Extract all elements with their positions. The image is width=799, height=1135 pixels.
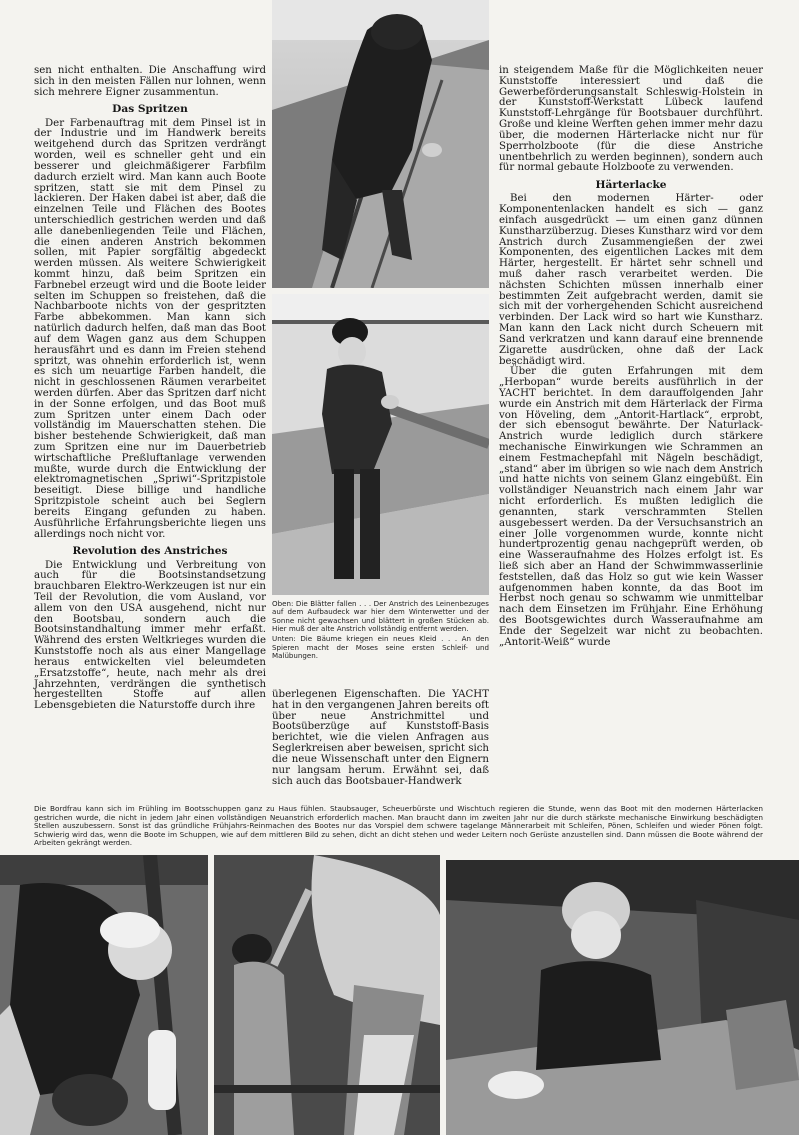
text-column-right xyxy=(499,66,763,648)
paragraph: in steigendem Maße für die Möglichkeiten neuer Kunststoffe interessiert und daß die Gewerbeförderungsanstalt Schleswig-Holstein in der Kunststoff-Werkstatt Lübeck laufend Kunststoff-Lehrgänge für Bootsbauer durchführt. Große und kleine Werften gehen immer mehr dazu über, die modernen Härterlacke nicht nur für Sperrholzboote (für die diese Anstriche unentbehrlich zu werden beginnen), sondern auch für normal gebaute Holzboote zu verwenden. xyxy=(499,65,763,174)
photo-woman-under-hull xyxy=(214,855,440,1135)
paragraph: Die Entwicklung und Verbreitung von auch für die Bootsinstandsetzung brauchbaren Elektro-Werkzeugen ist nur ein Teil der Revolution, die vom Ausland, vor allem von den USA ausgehend, nicht nur den Bootsbau, sondern auch die Bootsinstandhaltung immer mehr erfaßt. Während des ersten Weltkrieges wurden die Kunststoffe noch als aus einer Mangellage heraus entwickelten viel beleumdeten „Ersatzstoffe“, heute, nach mehr als drei Jahrzehnten, verdrängen die synthetisch hergestellten Stoffe auf allen Lebensgebieten die Naturstoffe durch ihre xyxy=(34,559,266,712)
paragraph: Bei den modernen Härter- oder Komponentenlacken handelt es sich — ganz einfach ausgedrückt — um einen ganz dünnen Kunstharzüberzug. Dieses Kunstharz wird vor dem Anstrich durch Zusammengießen der zwei Komponenten, des eigentlichen Lackes mit dem Härter, hergestellt. Er härtet sehr schnell und muß daher rasch verarbeitet werden. Die nächsten Schichten müssen innerhalb einer bestimmten Zeit aufgebracht werden, damit sie sich mit der vorhergehenden Schicht ausreichend verbinden. Der Lack wird so hart wie Kunstharz. Man kann den Lack nicht durch Scheuern mit Sand verkratzen und kann darauf eine brennende Zigarette ausdrücken, ohne daß der Lack beschädigt wird. xyxy=(499,193,763,367)
paragraph: Der Farbenauftrag mit dem Pinsel ist in der Industrie und im Handwerk bereits weitgehend durch das Spritzen verdrängt worden, weil es schneller geht und ein besserer und gleichmäßigerer Farbfilm dadurch erzielt wird. Man kann auch Boote spritzen, statt sie mit dem Pinsel zu lackieren. Der Haken dabei ist aber, daß die einzelnen Teile und Flächen des Bootes unterschiedlich gestrichen werden und daß alle danebenliegenden Teile und Flächen, die einen anderen Anstrich bekommen sollen, mit Papier sorgfältig abgedeckt werden müssen. Als weitere Schwierigkeit kommt hinzu, daß beim Spritzen ein Farbnebel erzeugt wird und die Boote leider selten im Schuppen so freistehen, daß die Nachbarboote nichts von der gespritzten Farbe abbekommen. Man kann sich natürlich dadurch helfen, daß man das Boot auf dem Wagen ganz aus dem Schuppen herausfährt und es dann im Freien stehend spritzt, was ohnehin erforderlich ist, wenn es sich um neuartige Farben handelt, die nicht in geschlossenen Räumen verarbeitet werden dürfen. Aber das Spritzen darf nicht in der Sonne erfolgen, und das Boot muß zum Spritzen unter einem Dach oder vollständig im Mauerschatten stehen. Die bisher bestehende Schwierigkeit, daß man zum Spritzen eine nur im Dauerbetrieb wirtschaftliche Preßluftanlage verwenden mußte, wurde durch die Entwicklung der elektromagnetischen „Spriwi“-Spritzpistole beseitigt. Diese billige und handliche Spritzpistole scheint auch bei Seglern bereits Eingang gefunden zu haben. Ausführliche Erfahrungsberichte liegen uns allerdings noch nicht vor. xyxy=(34,117,266,540)
caption-bottom-photos xyxy=(34,805,763,850)
photo-woman-cleaning-cockpit xyxy=(446,860,799,1135)
caption-top-photos xyxy=(272,600,489,663)
caption-bottom-text: Die Bordfrau kann sich im Frühling im Bootsschuppen ganz zu Haus fühlen. Staubsauger, Scheuerbürste und Wischtuch regieren die Stunde, wenn das Boot mit den modernen Härterlacken gestrichen wurde, die nicht in jedem Jahr einen vollständigen Neuanstrich erforderlich machen. Man braucht dann im zweiten Jahr nur die durch stärkste mechanische Einwirkung beschädigten Stellen auszubessern. Sonst ist das gründliche Frühjahrs-Reinmachen des Bootes nur das Vorspiel dem schwere tagelange Männerarbeit mit Schleifen, Pönen, Schleifen und wieder Pönen folgt. Schwierig wird das, wenn die Boote im Schuppen, wie auf dem mittleren Bild zu sehen, dicht an dicht stehen und weder Leitern noch Gerüste anzustellen sind. Dann müssen die Boote während der Arbeiten gekrängt werden. xyxy=(34,804,763,848)
photo-man-scraping-boat xyxy=(272,0,489,288)
photo-boy-sanding-spar-image xyxy=(272,294,489,595)
caption-unten: Unten: Die Bäume kriegen ein neues Kleid . . . An den Spieren macht der Moses seine ersten Schleif- und Malübungen. xyxy=(272,634,489,661)
photo-woman-vacuuming-image xyxy=(0,855,208,1135)
photo-woman-vacuuming xyxy=(0,855,208,1135)
section-heading-spritzen: Das Spritzen xyxy=(112,103,188,116)
paragraph: überlegenen Eigenschaften. Die YACHT hat in den vergangenen Jahren bereits oft über neue Anstrichmittel und Bootsüberzüge auf Kunststoff-Basis berichtet, wie die vielen Anfragen aus Seglerkreisen aber beweisen, spricht sich die neue Wissenschaft unter den Eignern nur langsam herum. Erwähnt sei, daß sich auch das Bootsbauer-Handwerk xyxy=(272,689,489,787)
photo-woman-cleaning-cockpit-image xyxy=(446,860,799,1135)
section-heading-haerterlacke: Härterlacke xyxy=(595,179,667,192)
photo-man-scraping-boat-image xyxy=(272,0,489,288)
paragraph: sen nicht enthalten. Die Anschaffung wird sich in den meisten Fällen nur lohnen, wenn sich mehrere Eigner zusammentun. xyxy=(34,65,266,98)
section-heading-revolution: Revolution des Anstriches xyxy=(72,545,228,558)
text-column-middle xyxy=(272,690,489,787)
photo-boy-sanding-spar xyxy=(272,294,489,595)
caption-oben: Oben: Die Blätter fallen . . . Der Anstrich des Leinenbezuges auf dem Aufbaudeck war hier dem Winterwetter und der Sonne nicht gewachsen und blättert in großen Stücken ab. Hier muß der alte Anstrich vollständig entfernt werden. xyxy=(272,599,489,634)
photo-woman-under-hull-image xyxy=(214,855,440,1135)
paragraph: Über die guten Erfahrungen mit dem „Herbopan“ wurde bereits ausführlich in der YACHT berichtet. In dem darauffolgenden Jahr wurde ein Anstrich mit dem Härterlack der Firma von Höveling, dem „Antorit-Hartlack“, erprobt, der sich ebensogut bewährte. Der Naturlack-Anstrich wurde lediglich durch stärkere mechanische Einwirkungen wie Schrammen an einem Festmachepfahl mit Nägeln beschädigt, „stand“ aber im übrigen so wie nach dem Anstrich und hatte nichts von seinem Glanz eingebüßt. Ein vollständiger Neuanstrich nach einem Jahr war nicht erforderlich. Es mußten lediglich die genannten, stark verschrammten Stellen ausgebessert werden. Da der Versuchsanstrich an einer Jolle vorgenommen wurde, konnte nicht hundertprozentig genau nachgeprüft werden, ob eine Wasseraufnahme des Holzes erfolgt ist. Es ließ sich aber an Hand der Schwimmwasserlinie feststellen, daß das Holz so gut wie kein Wasser aufgenommen haben konnte, da das Boot im Herbst noch genau so schwamm wie unmittelbar nach dem Einsetzen im Frühjahr. Eine Erhöhung des Bootsgewichtes durch Wasseraufnahme am Ende der Segelzeit war nicht zu beobachten. „Antorit-Weiß“ wurde xyxy=(499,366,763,648)
text-column-left xyxy=(34,66,266,712)
